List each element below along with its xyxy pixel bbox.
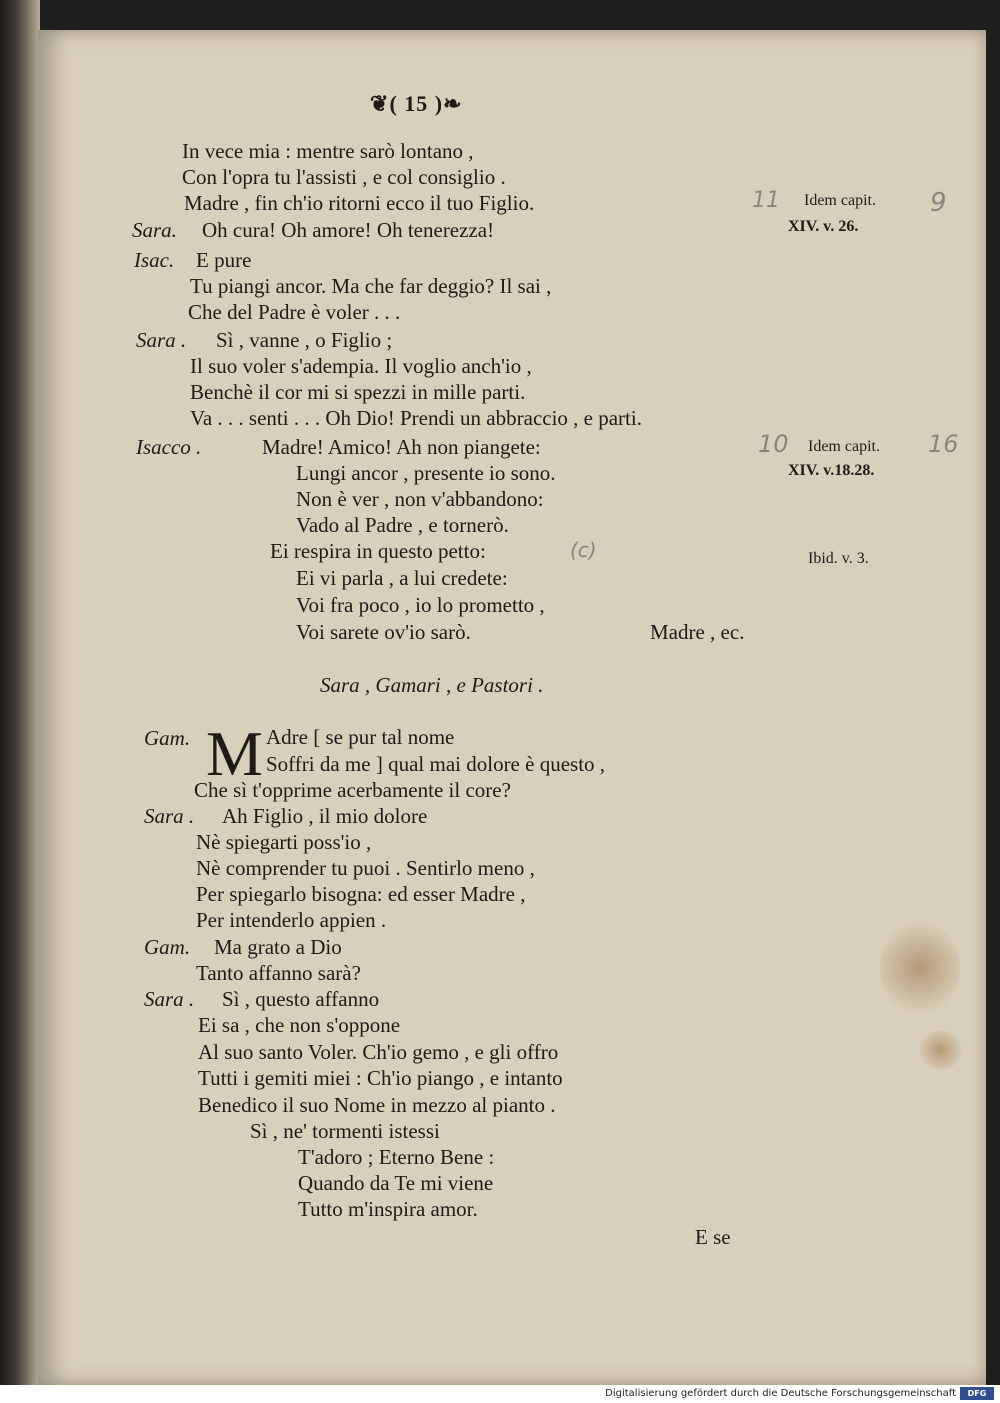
- aria-line: Tutto m'inspira amor.: [298, 1197, 478, 1221]
- speaker-label: Sara .: [144, 987, 195, 1011]
- verse-line: Oh cura! Oh amore! Oh tenerezza!: [202, 218, 495, 242]
- verse-line: Soffri da me ] qual mai dolore è questo ,: [266, 752, 606, 776]
- verse-line: Va . . . senti . . . Oh Dio! Prendi un abbraccio , e parti.: [190, 406, 642, 430]
- verse-line: Che del Padre è voler . . .: [188, 300, 401, 324]
- page-header: [370, 93, 463, 115]
- margin-note: Idem capit.: [808, 438, 880, 455]
- verse-line: Ma grato a Dio: [214, 935, 342, 959]
- verse-line: Ei sa , che non s'oppone: [198, 1013, 401, 1037]
- verse-line: Adre [ se pur tal nome: [266, 725, 455, 749]
- drop-capital: M: [206, 718, 263, 789]
- dfg-logo-icon: DFG: [960, 1387, 994, 1400]
- header-ornament-left-icon: ❦: [370, 91, 390, 116]
- aria-line: Ei respira in questo petto:: [270, 539, 486, 563]
- speaker-label: Isac.: [134, 248, 175, 272]
- aria-line: Madre! Amico! Ah non piangete:: [262, 435, 541, 459]
- verse-line: Sì , vanne , o Figlio ;: [216, 328, 393, 352]
- da-capo-cue: Madre , ec.: [650, 620, 745, 644]
- verse-line: Ah Figlio , il mio dolore: [222, 804, 428, 828]
- aria-line: Voi sarete ov'io sarò.: [296, 620, 471, 644]
- aria-line: Ei vi parla , a lui credete:: [296, 566, 508, 590]
- speaker-label: Gam.: [144, 726, 191, 750]
- pencil-mark: (c): [570, 538, 597, 562]
- pencil-mark: 16: [928, 430, 959, 458]
- speaker-label: Isacco .: [136, 435, 202, 459]
- speaker-label: Sara .: [136, 328, 187, 352]
- aria-line: T'adoro ; Eterno Bene :: [298, 1145, 495, 1169]
- verse-line: Benchè il cor mi si spezzi in mille parti.: [190, 380, 526, 404]
- verse-line: Con l'opra tu l'assisti , e col consiglio .: [182, 165, 506, 189]
- margin-note: Idem capit.: [804, 192, 876, 209]
- verse-line: Per intenderlo appien .: [196, 908, 387, 932]
- speaker-label: Sara .: [144, 804, 195, 828]
- aria-line: Quando da Te mi viene: [298, 1171, 494, 1195]
- aria-line: Lungi ancor , presente io sono.: [296, 461, 556, 485]
- catchword: E se: [695, 1225, 731, 1249]
- verse-line: Che sì t'opprime acerbamente il core?: [194, 778, 511, 802]
- verse-line: Nè comprender tu puoi . Sentirlo meno ,: [196, 856, 535, 880]
- foxing-stain: [880, 920, 960, 1015]
- pencil-mark: 9: [930, 188, 947, 218]
- pencil-mark: 11: [752, 188, 780, 213]
- verse-line: Il suo voler s'adempia. Il voglio anch'io ,: [190, 354, 532, 378]
- margin-note: Ibid. v. 3.: [808, 550, 869, 567]
- verse-line: E pure: [196, 248, 252, 272]
- foxing-stain-small: [918, 1030, 963, 1070]
- verse-line: Al suo santo Voler. Ch'io gemo , e gli offro: [198, 1040, 559, 1064]
- footer-credit: Digitalisierung gefördert durch die Deutsche Forschungsgemeinschaft: [605, 1388, 956, 1399]
- scene-heading: Sara , Gamari , e Pastori .: [320, 673, 544, 697]
- aria-line: Non è ver , non v'abbandono:: [296, 487, 544, 511]
- margin-note: XIV. v.18.28.: [788, 462, 875, 479]
- aria-line: Voi fra poco , io lo prometto ,: [296, 593, 545, 617]
- verse-line: Per spiegarlo bisogna: ed esser Madre ,: [196, 882, 526, 906]
- speaker-label: Gam.: [144, 935, 191, 959]
- verse-line: Nè spiegarti poss'io ,: [196, 830, 372, 854]
- digitization-footer: [0, 1385, 1000, 1403]
- verse-line: Benedico il suo Nome in mezzo al pianto .: [198, 1093, 556, 1117]
- book-gutter: [0, 0, 40, 1385]
- aria-line: Vado al Padre , e tornerò.: [296, 513, 509, 537]
- verse-line: Tutti i gemiti miei : Ch'io piango , e intanto: [198, 1066, 563, 1090]
- aria-line: Sì , ne' tormenti istessi: [250, 1119, 440, 1143]
- page-number: ( 15 ): [389, 91, 444, 116]
- verse-line: Tanto affanno sarà?: [196, 961, 361, 985]
- verse-line: Madre , fin ch'io ritorni ecco il tuo Figlio.: [184, 191, 535, 215]
- margin-note: XIV. v. 26.: [788, 218, 859, 235]
- speaker-label: Sara.: [132, 218, 177, 242]
- verse-line: Sì , questo affanno: [222, 987, 380, 1011]
- header-ornament-right-icon: ❧: [443, 91, 463, 116]
- verse-line: In vece mia : mentre sarò lontano ,: [182, 139, 474, 163]
- verse-line: Tu piangi ancor. Ma che far deggio? Il sai ,: [190, 274, 552, 298]
- pencil-mark: 10: [758, 430, 789, 458]
